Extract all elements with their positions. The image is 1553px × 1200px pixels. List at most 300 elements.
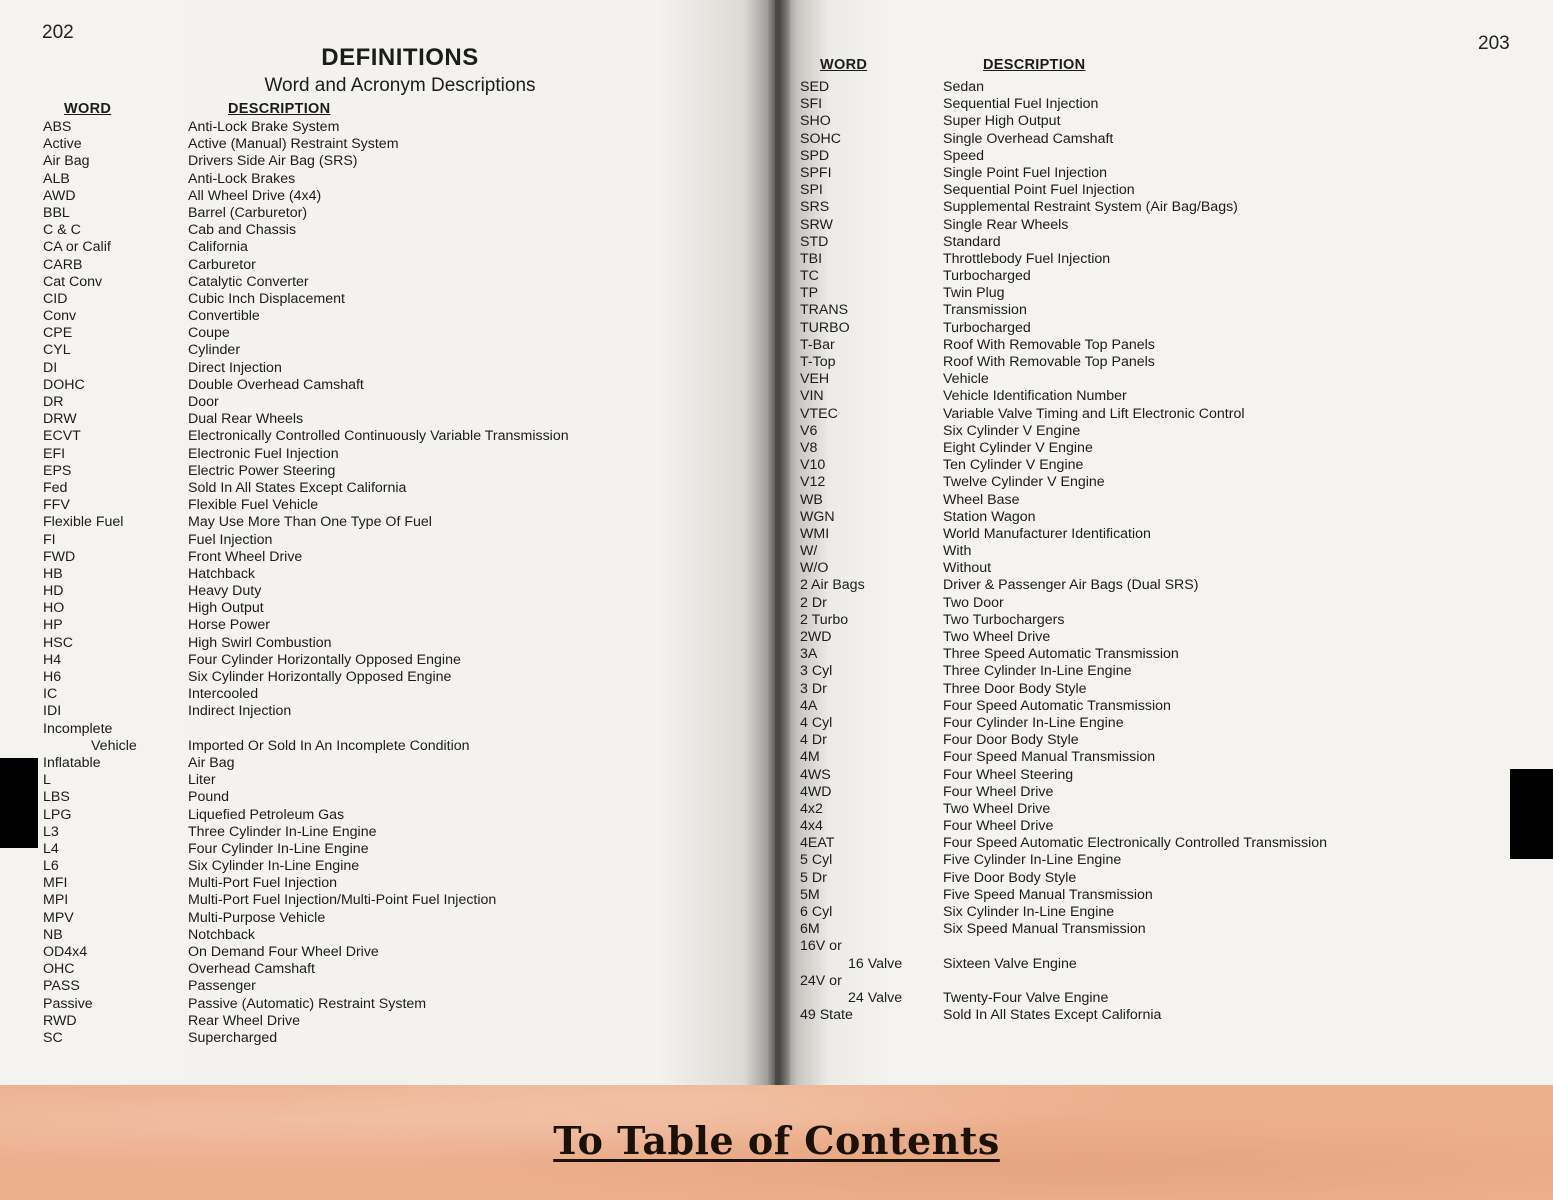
- entry-description: Roof With Removable Top Panels: [943, 336, 1155, 353]
- entry-word: DOHC: [43, 376, 85, 393]
- list-item: [800, 870, 1530, 887]
- entry-word: 4M: [800, 749, 820, 766]
- entry-word: HP: [43, 617, 63, 634]
- list-item: [800, 199, 1530, 216]
- page-title: DEFINITIONS: [321, 44, 479, 71]
- entry-description: Vehicle Identification Number: [943, 388, 1127, 405]
- list-item: [800, 457, 1530, 474]
- entry-word: HO: [43, 600, 65, 617]
- entry-word: SFI: [800, 96, 823, 113]
- list-item: [800, 526, 1530, 543]
- entry-word: 16V or: [800, 938, 842, 955]
- entry-description: Anti-Lock Brakes: [188, 170, 296, 187]
- entry-word: 4WD: [800, 783, 832, 800]
- entry-word: C & C: [43, 222, 81, 239]
- entry-word: DI: [43, 359, 58, 376]
- entry-word: WGN: [800, 508, 835, 525]
- list-item: [800, 956, 1530, 973]
- entry-word: SOHC: [800, 130, 841, 147]
- entry-description: Rear Wheel Drive: [188, 1012, 300, 1029]
- list-item: [800, 423, 1530, 440]
- entry-description: Twin Plug: [943, 285, 1005, 302]
- entry-description: Electronic Fuel Injection: [188, 445, 339, 462]
- definitions-list: [43, 119, 743, 1047]
- list-item: [800, 113, 1530, 130]
- entry-word: DR: [43, 394, 64, 410]
- list-item: [43, 875, 743, 892]
- page-subtitle: Word and Acronym Descriptions: [264, 75, 536, 96]
- definitions-list: [800, 79, 1530, 1024]
- entry-word: SRS: [800, 199, 830, 216]
- list-item: [43, 205, 743, 222]
- list-item: [800, 698, 1530, 715]
- entry-word: BBL: [43, 204, 70, 221]
- entry-description: Convertible: [188, 308, 260, 325]
- entry-description: Notchback: [188, 926, 256, 943]
- right-page: [775, 0, 1553, 1085]
- entry-description: Overhead Camshaft: [188, 961, 315, 978]
- entry-word: H4: [43, 651, 62, 668]
- entry-description: Twenty-Four Valve Engine: [943, 989, 1109, 1006]
- entry-description: Two Wheel Drive: [943, 629, 1051, 645]
- entry-word: 6 Cyl: [800, 904, 833, 920]
- entry-description: With: [943, 543, 972, 560]
- list-item: [800, 165, 1530, 182]
- list-item: [800, 354, 1530, 371]
- list-item: [43, 721, 743, 738]
- entry-description: Hatchback: [188, 565, 256, 582]
- entry-description: Liter: [188, 772, 216, 789]
- entry-description: Multi-Purpose Vehicle: [188, 909, 326, 926]
- entry-description: Station Wagon: [943, 508, 1036, 525]
- entry-description: Ten Cylinder V Engine: [943, 457, 1084, 474]
- list-item: [43, 600, 743, 617]
- list-item: [800, 337, 1530, 354]
- entry-word: 2 Turbo: [800, 611, 849, 628]
- entry-word: 2 Air Bags: [800, 577, 865, 594]
- entry-description: World Manufacturer Identification: [943, 525, 1151, 542]
- list-item: [43, 1013, 743, 1030]
- list-item: [800, 234, 1530, 251]
- entry-description: Sedan: [943, 79, 985, 95]
- entry-word: Fed: [43, 479, 68, 496]
- entry-word: 4 Dr: [800, 732, 827, 749]
- book-gutter-shadow: [768, 0, 790, 1085]
- entry-word: V12: [800, 474, 826, 491]
- list-item: [800, 251, 1530, 268]
- entry-description: Indirect Injection: [188, 703, 292, 720]
- list-item: [43, 497, 743, 514]
- entry-description: Horse Power: [188, 617, 271, 634]
- list-item: [800, 818, 1530, 835]
- entry-word: Active: [43, 136, 82, 153]
- entry-word: SC: [43, 1029, 63, 1046]
- entry-description: Sold In All States Except California: [188, 479, 407, 496]
- entry-description: Roof With Removable Top Panels: [943, 354, 1155, 370]
- entry-description: Sixteen Valve Engine: [943, 955, 1077, 972]
- entry-word: IDI: [43, 703, 62, 720]
- entry-description: California: [188, 239, 248, 256]
- list-item: [43, 703, 743, 720]
- entry-word: MFI: [43, 875, 68, 892]
- entry-description: High Output: [188, 600, 264, 617]
- entry-description: Sequential Fuel Injection: [943, 96, 1099, 113]
- entry-description: Drivers Side Air Bag (SRS): [188, 153, 358, 170]
- entry-word: CYL: [43, 342, 71, 359]
- list-item: [43, 583, 743, 600]
- entry-word: SHO: [800, 113, 831, 130]
- entry-description: Air Bag: [188, 754, 235, 771]
- list-item: [800, 852, 1530, 869]
- entry-description: Four Cylinder Horizontally Opposed Engine: [188, 651, 461, 668]
- entry-description: Single Overhead Camshaft: [943, 130, 1114, 147]
- list-item: [43, 755, 743, 772]
- list-item: [800, 268, 1530, 285]
- list-item: [43, 377, 743, 394]
- list-item: [800, 182, 1530, 199]
- entry-description: Two Door: [943, 594, 1004, 611]
- list-item: [43, 308, 743, 325]
- entry-description: Anti-Lock Brake System: [188, 119, 340, 135]
- entry-description: Single Point Fuel Injection: [943, 164, 1108, 181]
- entry-description: Door: [188, 394, 219, 410]
- entry-description: Wheel Base: [943, 491, 1020, 508]
- list-item: [43, 394, 743, 411]
- entry-word: LBS: [43, 789, 70, 806]
- entry-description: Pound: [188, 789, 230, 806]
- entry-word: 24 Valve: [848, 989, 903, 1006]
- list-item: [43, 222, 743, 239]
- entry-description: Electric Power Steering: [188, 462, 336, 479]
- entry-word: HD: [43, 583, 64, 600]
- list-item: [800, 835, 1530, 852]
- entry-word: TBI: [800, 250, 823, 267]
- list-item: [43, 136, 743, 153]
- list-item: [43, 342, 743, 359]
- list-item: [43, 153, 743, 170]
- list-item: [800, 990, 1530, 1007]
- entry-word: 3 Cyl: [800, 663, 833, 680]
- entry-word: 4 Cyl: [800, 714, 833, 731]
- entry-word: EPS: [43, 462, 72, 479]
- list-item: [43, 188, 743, 205]
- entry-word: Passive: [43, 995, 93, 1012]
- entry-description: Four Door Body Style: [943, 732, 1079, 749]
- entry-word: SPFI: [800, 164, 832, 181]
- entry-description: Super High Output: [943, 113, 1061, 130]
- entry-word: 4x2: [800, 800, 823, 817]
- entry-word: SPD: [800, 147, 830, 164]
- list-item: [43, 669, 743, 686]
- list-item: [43, 446, 743, 463]
- entry-description: Throttlebody Fuel Injection: [943, 250, 1111, 267]
- entry-word: 5 Cyl: [800, 852, 833, 869]
- entry-description: Six Cylinder V Engine: [943, 422, 1081, 439]
- entry-word: 5 Dr: [800, 869, 827, 886]
- entry-description: Twelve Cylinder V Engine: [943, 474, 1105, 491]
- entry-word: LPG: [43, 806, 72, 823]
- entry-description: Three Door Body Style: [943, 680, 1087, 697]
- entry-word: Flexible Fuel: [43, 514, 124, 531]
- entry-description: Dual Rear Wheels: [188, 411, 304, 428]
- entry-word: HSC: [43, 634, 73, 651]
- list-item: [800, 285, 1530, 302]
- word-column-header: WORD: [64, 101, 112, 117]
- thumb-index-tab: [0, 758, 38, 848]
- entry-description: Four Wheel Steering: [943, 766, 1074, 783]
- entry-word: Incomplete: [43, 720, 113, 737]
- list-item: [43, 1030, 743, 1047]
- entry-word: L4: [43, 840, 59, 857]
- entry-word: SPI: [800, 182, 823, 199]
- list-item: [43, 566, 743, 583]
- entry-word: FWD: [43, 548, 76, 565]
- entry-word: HB: [43, 565, 63, 582]
- list-item: [800, 509, 1530, 526]
- entry-description: Turbocharged: [943, 268, 1031, 285]
- entry-word: AWD: [43, 187, 76, 204]
- entry-word: TP: [800, 285, 819, 302]
- thumb-index-tab: [1510, 769, 1553, 859]
- list-item: [800, 217, 1530, 234]
- entry-word: EFI: [43, 445, 66, 462]
- list-item: [800, 801, 1530, 818]
- entry-description: Two Wheel Drive: [943, 800, 1051, 817]
- entry-description: Single Rear Wheels: [943, 216, 1069, 233]
- list-item: [800, 148, 1530, 165]
- entry-description: Standard: [943, 233, 1001, 250]
- list-item: [43, 274, 743, 291]
- list-item: [43, 841, 743, 858]
- page-number: 203: [1478, 33, 1510, 54]
- entry-word: Vehicle: [91, 737, 137, 754]
- entry-word: V8: [800, 439, 818, 456]
- entry-word: L: [43, 772, 51, 789]
- list-item: [800, 131, 1530, 148]
- list-item: [43, 738, 743, 755]
- entry-description: Six Cylinder Horizontally Opposed Engine: [188, 669, 452, 685]
- entry-description: Vehicle: [943, 371, 989, 388]
- list-item: [800, 715, 1530, 732]
- entry-description: Coupe: [188, 325, 230, 342]
- list-item: [800, 921, 1530, 938]
- entry-description: Flexible Fuel Vehicle: [188, 497, 319, 514]
- description-column-header: DESCRIPTION: [983, 57, 1086, 73]
- entry-word: 3 Dr: [800, 680, 827, 697]
- list-item: [800, 938, 1530, 955]
- list-item: [800, 595, 1530, 612]
- entry-description: Heavy Duty: [188, 583, 262, 600]
- list-item: [43, 549, 743, 566]
- list-item: [800, 629, 1530, 646]
- list-item: [800, 767, 1530, 784]
- list-item: [800, 681, 1530, 698]
- entry-word: STD: [800, 233, 829, 250]
- entry-word: ABS: [43, 119, 72, 135]
- entry-word: T-Bar: [800, 336, 835, 353]
- entry-word: CA or Calif: [43, 239, 111, 256]
- list-item: [43, 411, 743, 428]
- list-item: [800, 784, 1530, 801]
- list-item: [800, 973, 1530, 990]
- list-item: [800, 79, 1530, 96]
- list-item: [43, 807, 743, 824]
- list-item: [43, 686, 743, 703]
- entry-word: VEH: [800, 371, 830, 388]
- entry-description: Four Speed Manual Transmission: [943, 749, 1156, 766]
- list-item: [43, 824, 743, 841]
- entry-word: W/O: [800, 560, 829, 577]
- entry-word: OHC: [43, 961, 75, 978]
- list-item: [800, 96, 1530, 113]
- entry-description: Multi-Port Fuel Injection/Multi-Point Fuel Injection: [188, 892, 497, 909]
- entry-word: 6M: [800, 921, 820, 938]
- list-item: [800, 732, 1530, 749]
- list-item: [43, 428, 743, 445]
- list-item: [800, 904, 1530, 921]
- list-item: [43, 927, 743, 944]
- entry-word: V6: [800, 422, 818, 439]
- list-item: [800, 543, 1530, 560]
- list-item: [43, 996, 743, 1013]
- entry-word: 49 State: [800, 1007, 853, 1024]
- entry-description: Two Turbochargers: [943, 611, 1065, 628]
- entry-word: 24V or: [800, 972, 842, 989]
- entry-description: Supercharged: [188, 1029, 278, 1046]
- entry-word: DRW: [43, 411, 77, 428]
- entry-description: All Wheel Drive (4x4): [188, 187, 322, 204]
- entry-description: Liquefied Petroleum Gas: [188, 806, 345, 823]
- list-item: [43, 171, 743, 188]
- table-of-contents-link[interactable]: To Table of Contents: [553, 1118, 1000, 1163]
- entry-word: H6: [43, 669, 62, 685]
- entry-word: TC: [800, 268, 819, 285]
- entry-word: MPI: [43, 892, 69, 909]
- page-number: 202: [42, 22, 74, 43]
- entry-word: TRANS: [800, 302, 849, 319]
- list-item: [43, 119, 743, 136]
- entry-word: TURBO: [800, 319, 850, 336]
- entry-word: OD4x4: [43, 944, 88, 960]
- description-column-header: DESCRIPTION: [228, 101, 331, 117]
- entry-description: Intercooled: [188, 686, 259, 703]
- entry-word: Cat Conv: [43, 273, 103, 290]
- entry-description: High Swirl Combustion: [188, 634, 332, 651]
- entry-description: Active (Manual) Restraint System: [188, 136, 399, 153]
- entry-word: 2 Dr: [800, 594, 827, 611]
- entry-description: Three Speed Automatic Transmission: [943, 646, 1179, 663]
- word-column-header: WORD: [820, 57, 868, 73]
- entry-description: Six Speed Manual Transmission: [943, 921, 1146, 938]
- entry-description: Four Speed Automatic Electronically Controlled Transmission: [943, 835, 1328, 852]
- list-item: [43, 257, 743, 274]
- entry-word: L6: [43, 858, 59, 875]
- entry-description: Three Cylinder In-Line Engine: [188, 823, 377, 840]
- entry-description: Five Door Body Style: [943, 869, 1077, 886]
- entry-word: CID: [43, 290, 68, 307]
- entry-description: Passenger: [188, 978, 256, 995]
- list-item: [43, 325, 743, 342]
- entry-description: Without: [943, 560, 992, 577]
- entry-word: Air Bag: [43, 153, 90, 170]
- list-item: [43, 480, 743, 497]
- list-item: [43, 239, 743, 256]
- list-item: [43, 635, 743, 652]
- entry-description: Six Cylinder In-Line Engine: [943, 904, 1115, 920]
- entry-description: Driver & Passenger Air Bags (Dual SRS): [943, 577, 1199, 594]
- list-item: [800, 646, 1530, 663]
- entry-description: Transmission: [943, 302, 1027, 319]
- entry-word: WB: [800, 491, 823, 508]
- list-item: [43, 858, 743, 875]
- entry-word: IC: [43, 686, 58, 703]
- entry-word: V10: [800, 457, 826, 474]
- entry-word: FI: [43, 531, 56, 548]
- list-item: [43, 789, 743, 806]
- entry-word: ECVT: [43, 428, 81, 445]
- entry-word: L3: [43, 823, 59, 840]
- entry-description: Sold In All States Except California: [943, 1007, 1162, 1024]
- list-item: [43, 772, 743, 789]
- list-item: [43, 514, 743, 531]
- entry-description: Direct Injection: [188, 359, 282, 376]
- entry-word: 4EAT: [800, 835, 835, 852]
- entry-word: 5M: [800, 886, 820, 903]
- list-item: [800, 320, 1530, 337]
- entry-description: Cab and Chassis: [188, 222, 297, 239]
- entry-description: May Use More Than One Type Of Fuel: [188, 514, 432, 531]
- list-item: [800, 887, 1530, 904]
- entry-description: Four Speed Automatic Transmission: [943, 697, 1171, 714]
- entry-description: Six Cylinder In-Line Engine: [188, 858, 360, 875]
- list-item: [43, 944, 743, 961]
- list-item: [43, 291, 743, 308]
- entry-description: Speed: [943, 147, 985, 164]
- list-item: [43, 978, 743, 995]
- list-item: [800, 749, 1530, 766]
- entry-description: On Demand Four Wheel Drive: [188, 944, 379, 960]
- entry-description: Four Wheel Drive: [943, 783, 1054, 800]
- entry-word: Conv: [43, 308, 77, 325]
- entry-description: Variable Valve Timing and Lift Electronic Control: [943, 405, 1245, 422]
- entry-description: Supplemental Restraint System (Air Bag/Bags): [943, 199, 1238, 216]
- entry-description: Barrel (Carburetor): [188, 204, 308, 221]
- list-item: [800, 612, 1530, 629]
- entry-word: PASS: [43, 978, 80, 995]
- entry-description: Cubic Inch Displacement: [188, 290, 345, 307]
- entry-description: Five Speed Manual Transmission: [943, 886, 1153, 903]
- list-item: [43, 961, 743, 978]
- entry-word: CARB: [43, 256, 83, 273]
- list-item: [800, 474, 1530, 491]
- list-item: [800, 492, 1530, 509]
- list-item: [43, 617, 743, 634]
- entry-description: Catalytic Converter: [188, 273, 309, 290]
- entry-word: 4x4: [800, 818, 823, 835]
- entry-description: Cylinder: [188, 342, 241, 359]
- entry-word: 2WD: [800, 629, 832, 645]
- entry-word: FFV: [43, 497, 70, 514]
- list-item: [43, 463, 743, 480]
- entry-word: VTEC: [800, 405, 838, 422]
- entry-word: MPV: [43, 909, 74, 926]
- entry-description: Electronically Controlled Continuously Variable Transmission: [188, 428, 569, 445]
- entry-word: 3A: [800, 646, 818, 663]
- list-item: [43, 910, 743, 927]
- list-item: [43, 892, 743, 909]
- entry-description: Four Cylinder In-Line Engine: [188, 840, 369, 857]
- entry-word: 16 Valve: [848, 955, 903, 972]
